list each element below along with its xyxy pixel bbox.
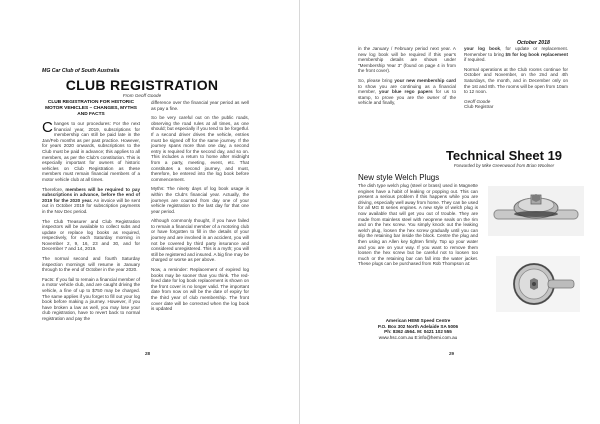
paragraph-tail: for us to stamp, to prove you are the owner of the vehicle and finally, [358, 89, 456, 106]
paragraph-mid: , for update or replacement. Remember to bring [464, 46, 569, 57]
paragraph: Normal operations at the Club rooms continue for October and November, on the 2nd and 4th Saturdays, the month, and in December only on the 1st and 8th. The rooms will be open from 10am to 12 noon. [464, 66, 568, 95]
paragraph: difference over the financial year period as well as pay a fine. [151, 100, 249, 111]
paragraph: Now, a reminder: Replacement of expired log books may be sooner than you think. The red-lined date for log book replacement is shown on the front cover is no longer valid. The important date from now on will be the date of expiry for the third year of club membership. The front cover date will be corrected when the log book is updated [151, 267, 249, 312]
left-column-1 [42, 121, 140, 326]
article-byline: From Geoff Goode [122, 93, 162, 98]
paragraph: Myths: The ninety days of log book usage is within the Club's financial year. Actually, the journeys are counted from day one of your vehicle registration to the last day for that one year period. [151, 186, 249, 214]
paragraph-bold: your new membership card [394, 77, 456, 83]
supplier-address [358, 318, 478, 340]
paragraph: The Club Treasurer and Club Registration inspectors will be available to collect subs and update or replace log books as required, respectively, for each Saturday morning in November 2, 9, 16, 23 and 30, and for December 7 and 14, 2019. [42, 218, 140, 252]
paragraph-bold: your log book [464, 46, 501, 51]
paragraph-bold: members will be required to pay subscriptions in advance, before the end of 2019 for the 2020 year. [42, 186, 141, 203]
tech-sheet-heading: New style Welch Plugs [358, 173, 440, 182]
paragraph-tail: An invoice will be sent out in October 2019 for subscription payments in the Nov Dec period. [42, 197, 140, 214]
issue-date: October 2018 [517, 40, 550, 46]
tech-sheet-body: The dish type welch plug (steel or brass) used in Magnette engines have a habit of leaking or popping out. This can present a serious problem if this happens while you are driving, especially well away from home. They can be used for all MG B series engines. A new style of welch plug is now available that will get you out of trouble. They are made from stainless steel with neoprene seals on the rim and on the hex screw. You simply knock out the leaking welch plug, loosen the hex screw gradually until you can slip the retaining bar inside the block. Centre the plug and then using an Allen key tighten firmly. Top up your water and you are on your way. If you want to remove them loosen the hex screw but be careful not to loosen too much or the retaining bar can fall into the water jacket. These plugs can be purchased from Rob Thompson at: [358, 183, 478, 267]
right-column-1 [358, 46, 456, 110]
signature-role: Club Registrar [464, 104, 494, 110]
paragraph-mid: to show you are continuing as a financial member, [358, 83, 456, 95]
signature-name: Geoff Goode [464, 98, 491, 104]
paragraph-bold: $5 for log book replacement [505, 51, 568, 57]
paragraph: Facts: If you fail to remain a financial member of a motor vehicle club, and are caught driving the vehicle, a fine of up to $750 may be charged. The same applies if you forget to fill out your log book before making a journey. However, if you have broken a law as well, you may lose your club registration, have to revert back to normal registration and pay the [42, 276, 140, 321]
paragraph: So be very careful out on the public roads, observing the road rules at all times, as one should; but especially if you tend to be forgetful. If a second driver drives the vehicle, entries must be signed off for the same journey. If the journey spans more than one day, a second entry is required for the second day, and so on. This includes a return to home after midnight from a party, meeting, event, etc. That constitutes a second journey, and must, therefore, be entered into the log book before commencement. [151, 115, 249, 182]
left-column-2 [151, 100, 249, 316]
address-line: www.hsc.com.au E:info@hemi.com.au [378, 334, 458, 340]
page-number: 29 [449, 351, 455, 356]
paragraph-bold: your blue rego papers [378, 89, 433, 95]
address-line: P.O. Box 302 North Adelaide SA 5006 [377, 323, 459, 329]
paragraph-tail: if required. [464, 57, 486, 63]
welch-plug-photo-1 [488, 186, 584, 236]
tech-sheet-subtitle: Forwarded by Mike Greenwood from Brian Woolner [453, 163, 555, 168]
paragraph: The normal second and fourth Saturday inspection mornings will resume in January through to the end of October in the year 2020. [42, 256, 140, 273]
paragraph-lead: Therefore, [42, 186, 66, 192]
paragraph: hanges to our procedures: For the next financial year, 2019, subscriptions for membership can still be paid late in the Jan/Feb months as per past practice. However, for years 2020 onwards, subscriptions to the Club must be paid in advance; this applies to all members, as per the Club's constitution. This is especially important for owners of historic vehicles on Club Registration as these members must remain financial members of a motor vehicle club at all times. [42, 121, 140, 182]
club-name: MG Car Club of South Australia [42, 68, 120, 74]
paragraph: Although commonly thought, if you have failed to remain a financial member of a motoring club or have forgotten to fill in the details of your journey and are involved in an accident, you will not be covered by third party insurance and considered unregistered. This is a myth; you will still be registered and insured. A big fine may be charged or worse as per above. [151, 218, 249, 263]
right-column-2 [464, 46, 568, 110]
address-line: American HEMI Speed Centre [385, 318, 451, 323]
section-heading: CLUB REGISTRATION FOR HISTORIC MOTOR VEHICLES – CHANGES, MYTHS AND FACTS [45, 100, 137, 117]
drop-cap: C [42, 119, 53, 136]
page-title: CLUB REGISTRATION [65, 77, 219, 93]
paragraph-lead: So, please bring [358, 77, 395, 83]
tech-sheet-title: Technical Sheet 19 [445, 148, 563, 163]
address-line: Ph: 8362 4564. M: 0421 102 555 [384, 329, 452, 335]
welch-plug-photo-2 [496, 256, 580, 312]
paragraph: in the January / February period next year. A new log book will be required if this year's membership details are shown under "Membership Year 3" (found on page 4 in from the front cover). [358, 46, 456, 74]
page-number: 28 [145, 351, 151, 356]
